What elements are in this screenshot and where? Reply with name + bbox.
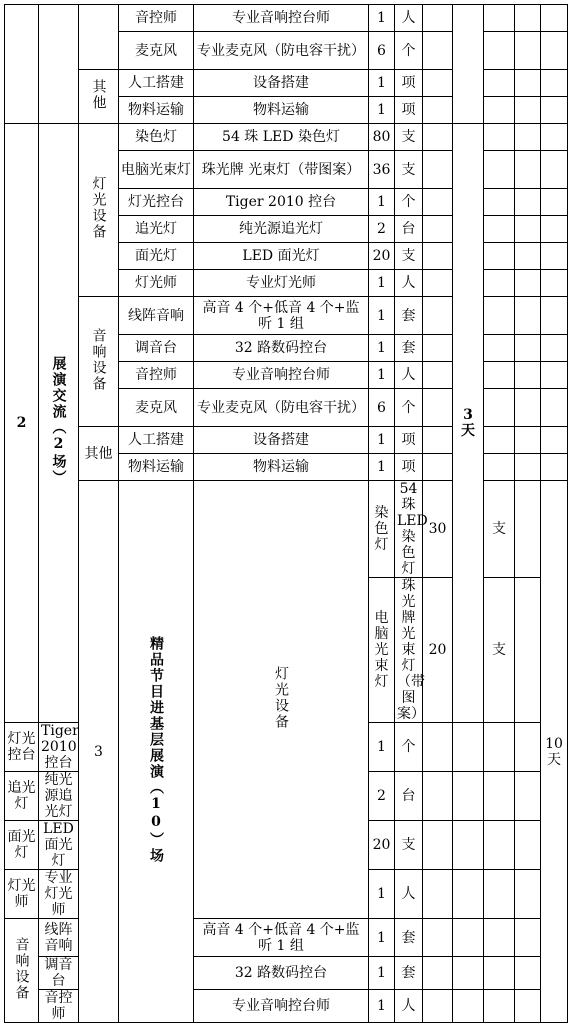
cell-spec: 纯光源追光灯 <box>39 772 79 821</box>
cell-blank <box>484 70 515 97</box>
group-label: 其他 <box>90 78 107 111</box>
cell-item: 电脑光束灯 <box>119 151 194 189</box>
cell-blank <box>541 297 568 335</box>
cell-unit: 人 <box>395 270 423 297</box>
cell-blank <box>423 362 453 389</box>
table-row <box>5 297 568 335</box>
section-name: 精品节目进基层展演（10）场 <box>148 635 164 864</box>
cell-blank <box>484 772 515 821</box>
cell-spec: 专业麦克风（防电容干扰） <box>194 32 369 70</box>
equipment-table <box>4 4 568 1023</box>
cell-blank <box>453 772 484 821</box>
cell-blank <box>484 335 515 362</box>
cell-qty: 1 <box>369 427 395 454</box>
cell-section <box>119 481 194 1023</box>
cell-blank <box>423 723 453 772</box>
cell-item: 音控师 <box>39 990 79 1023</box>
cell-unit: 个 <box>395 389 423 427</box>
cell-item: 灯光控台 <box>5 723 39 772</box>
cell-section <box>39 5 79 124</box>
cell-unit: 支 <box>484 481 515 578</box>
cell-blank <box>484 124 515 151</box>
cell-unit: 支 <box>484 578 515 723</box>
cell-item: 物料运输 <box>119 454 194 481</box>
cell-blank <box>515 454 541 481</box>
cell-blank <box>453 821 484 870</box>
cell-blank <box>541 427 568 454</box>
cell-qty: 1 <box>369 454 395 481</box>
cell-qty: 6 <box>369 389 395 427</box>
cell-spec: 珠光牌 光束灯（带图案） <box>194 151 369 189</box>
cell-blank <box>423 427 453 454</box>
cell-qty: 1 <box>369 919 395 957</box>
cell-qty: 1 <box>369 5 395 32</box>
cell-duration <box>453 5 484 124</box>
cell-qty: 30 <box>423 481 453 578</box>
cell-blank <box>541 335 568 362</box>
cell-group-sound <box>5 919 39 1023</box>
cell-qty: 1 <box>369 70 395 97</box>
cell-item: 音控师 <box>119 5 194 32</box>
cell-spec: 高音 4 个+低音 4 个+监听 1 组 <box>194 297 369 335</box>
cell-qty: 1 <box>369 189 395 216</box>
cell-blank <box>515 957 541 990</box>
cell-duration <box>541 481 568 1023</box>
table-row <box>5 481 568 578</box>
cell-qty: 80 <box>369 124 395 151</box>
cell-blank <box>423 97 453 124</box>
cell-blank <box>515 481 541 578</box>
cell-blank <box>484 297 515 335</box>
cell-blank <box>423 151 453 189</box>
cell-blank <box>515 723 541 772</box>
cell-item: 人工搭建 <box>119 427 194 454</box>
cell-blank <box>484 362 515 389</box>
cell-blank <box>515 270 541 297</box>
cell-blank <box>515 335 541 362</box>
cell-unit: 人 <box>395 870 423 919</box>
cell-item: 染色灯 <box>119 124 194 151</box>
cell-blank <box>515 578 541 723</box>
cell-qty: 1 <box>369 870 395 919</box>
cell-blank <box>484 957 515 990</box>
duration-label: 10 天 <box>545 735 563 768</box>
cell-blank <box>484 216 515 243</box>
cell-item: 调音台 <box>39 957 79 990</box>
cell-blank <box>423 772 453 821</box>
table-row <box>5 70 568 97</box>
cell-blank <box>423 124 453 151</box>
cell-qty: 1 <box>369 723 395 772</box>
cell-unit: 人 <box>395 990 423 1023</box>
cell-unit: 项 <box>395 97 423 124</box>
cell-item: 麦克风 <box>119 389 194 427</box>
cell-blank <box>541 151 568 189</box>
cell-item: 音控师 <box>119 362 194 389</box>
cell-blank <box>541 70 568 97</box>
cell-blank <box>515 189 541 216</box>
cell-item: 麦克风 <box>119 32 194 70</box>
cell-group-lighting <box>79 124 119 297</box>
cell-blank <box>541 32 568 70</box>
cell-qty: 2 <box>369 216 395 243</box>
cell-blank <box>484 243 515 270</box>
cell-blank <box>541 5 568 32</box>
cell-qty: 1 <box>369 297 395 335</box>
cell-blank <box>484 821 515 870</box>
cell-blank <box>484 151 515 189</box>
cell-blank <box>423 919 453 957</box>
cell-blank <box>541 124 568 151</box>
cell-item: 灯光师 <box>5 870 39 919</box>
cell-blank <box>484 32 515 70</box>
cell-blank <box>484 5 515 32</box>
cell-unit: 台 <box>395 772 423 821</box>
cell-blank <box>515 427 541 454</box>
cell-blank <box>515 5 541 32</box>
cell-section <box>39 124 79 723</box>
section-name: 展演交流（2场） <box>50 356 67 486</box>
cell-blank <box>423 5 453 32</box>
cell-spec: Tiger 2010 控台 <box>194 189 369 216</box>
cell-blank <box>515 772 541 821</box>
cell-unit: 支 <box>395 243 423 270</box>
cell-spec: 设备搭建 <box>194 70 369 97</box>
cell-qty: 36 <box>369 151 395 189</box>
cell-spec: 高音 4 个+低音 4 个+监听 1 组 <box>194 919 369 957</box>
cell-unit: 支 <box>395 821 423 870</box>
cell-blank <box>541 270 568 297</box>
cell-item: 面光灯 <box>5 821 39 870</box>
cell-item: 追光灯 <box>119 216 194 243</box>
cell-blank <box>423 821 453 870</box>
cell-unit: 个 <box>395 723 423 772</box>
cell-blank <box>453 990 484 1023</box>
cell-unit: 套 <box>395 335 423 362</box>
cell-spec: 专业音响控台师 <box>194 5 369 32</box>
cell-blank <box>515 821 541 870</box>
cell-unit: 支 <box>395 124 423 151</box>
cell-unit: 支 <box>395 151 423 189</box>
cell-blank <box>515 70 541 97</box>
cell-spec: 专业音响控台师 <box>194 990 369 1023</box>
cell-blank <box>484 990 515 1023</box>
cell-blank <box>484 427 515 454</box>
cell-item: 灯光控台 <box>119 189 194 216</box>
cell-blank <box>423 32 453 70</box>
cell-item: 面光灯 <box>119 243 194 270</box>
cell-blank <box>453 957 484 990</box>
cell-blank <box>515 97 541 124</box>
cell-blank <box>423 189 453 216</box>
cell-no <box>5 5 39 124</box>
cell-item: 调音台 <box>119 335 194 362</box>
cell-blank <box>515 389 541 427</box>
cell-item: 线阵音响 <box>39 919 79 957</box>
cell-blank <box>423 389 453 427</box>
group-label: 音响设备 <box>90 327 107 392</box>
cell-spec: 专业音响控台师 <box>194 362 369 389</box>
cell-unit: 个 <box>395 32 423 70</box>
cell-blank <box>484 870 515 919</box>
cell-blank <box>484 97 515 124</box>
cell-spec: 物料运输 <box>194 454 369 481</box>
cell-spec: LED 面光灯 <box>194 243 369 270</box>
cell-blank <box>541 243 568 270</box>
cell-group-sound <box>79 297 119 427</box>
cell-qty: 1 <box>369 270 395 297</box>
cell-blank <box>515 124 541 151</box>
cell-blank <box>541 389 568 427</box>
cell-blank <box>541 97 568 124</box>
cell-blank <box>515 919 541 957</box>
cell-spec: 珠光牌 光束灯（带图案） <box>395 578 423 723</box>
cell-group-other <box>79 427 119 481</box>
cell-unit: 套 <box>395 957 423 990</box>
cell-blank <box>515 151 541 189</box>
cell-qty: 1 <box>369 957 395 990</box>
group-label: 音响设备 <box>13 936 30 1001</box>
cell-blank <box>423 216 453 243</box>
cell-blank <box>423 454 453 481</box>
cell-no: 2 <box>5 124 39 723</box>
cell-duration: 3 天 <box>453 124 484 723</box>
cell-blank <box>453 870 484 919</box>
cell-blank <box>423 870 453 919</box>
cell-unit: 套 <box>395 919 423 957</box>
cell-qty: 1 <box>369 990 395 1023</box>
cell-spec: 54 珠 LED 染色灯 <box>395 481 423 578</box>
cell-blank <box>484 919 515 957</box>
cell-unit: 人 <box>395 362 423 389</box>
cell-blank <box>484 270 515 297</box>
cell-spec: 专业麦克风（防电容干扰） <box>194 389 369 427</box>
cell-blank <box>453 919 484 957</box>
cell-blank <box>515 216 541 243</box>
cell-blank <box>423 70 453 97</box>
cell-blank <box>541 454 568 481</box>
cell-blank <box>423 270 453 297</box>
cell-item: 电脑光束灯 <box>369 578 395 723</box>
cell-unit: 人 <box>395 5 423 32</box>
cell-spec: 物料运输 <box>194 97 369 124</box>
cell-unit: 套 <box>395 297 423 335</box>
cell-blank <box>515 32 541 70</box>
cell-qty: 20 <box>423 578 453 723</box>
group-label: 灯光设备 <box>90 176 107 240</box>
cell-blank <box>423 335 453 362</box>
cell-blank <box>484 454 515 481</box>
cell-qty: 20 <box>369 243 395 270</box>
cell-item: 物料运输 <box>119 97 194 124</box>
cell-spec: 专业灯光师 <box>39 870 79 919</box>
cell-spec: 54 珠 LED 染色灯 <box>194 124 369 151</box>
cell-unit: 台 <box>395 216 423 243</box>
cell-spec: 专业灯光师 <box>194 270 369 297</box>
table-row <box>5 5 568 32</box>
cell-blank <box>423 957 453 990</box>
cell-spec: 设备搭建 <box>194 427 369 454</box>
cell-qty: 2 <box>369 772 395 821</box>
cell-blank <box>541 362 568 389</box>
cell-qty: 1 <box>369 335 395 362</box>
cell-qty: 20 <box>369 821 395 870</box>
cell-unit: 项 <box>395 427 423 454</box>
cell-qty: 1 <box>369 362 395 389</box>
cell-blank <box>484 189 515 216</box>
cell-blank <box>453 723 484 772</box>
cell-blank <box>515 990 541 1023</box>
table-row <box>5 427 568 454</box>
cell-group-other <box>79 70 119 124</box>
cell-blank <box>423 297 453 335</box>
cell-blank <box>484 389 515 427</box>
cell-spec: 纯光源追光灯 <box>194 216 369 243</box>
cell-blank <box>541 216 568 243</box>
cell-unit: 个 <box>395 189 423 216</box>
cell-blank <box>423 990 453 1023</box>
group-label: 其他 <box>84 445 113 462</box>
cell-blank <box>515 243 541 270</box>
cell-unit: 项 <box>395 454 423 481</box>
cell-blank <box>515 870 541 919</box>
cell-blank <box>484 723 515 772</box>
cell-group <box>79 5 119 70</box>
cell-item: 追光灯 <box>5 772 39 821</box>
cell-item: 人工搭建 <box>119 70 194 97</box>
table-row <box>5 124 568 151</box>
cell-spec: 32 路数码控台 <box>194 957 369 990</box>
cell-blank <box>515 362 541 389</box>
cell-spec: Tiger 2010 控台 <box>39 723 79 772</box>
cell-blank <box>541 189 568 216</box>
group-label: 灯光设备 <box>273 665 289 730</box>
cell-spec: 32 路数码控台 <box>194 335 369 362</box>
cell-qty: 1 <box>369 97 395 124</box>
cell-spec: LED 面光灯 <box>39 821 79 870</box>
cell-item: 染色灯 <box>369 481 395 578</box>
cell-no: 3 <box>79 481 119 1023</box>
cell-item: 灯光师 <box>119 270 194 297</box>
cell-blank <box>515 297 541 335</box>
cell-group-lighting <box>194 481 369 919</box>
cell-item: 线阵音响 <box>119 297 194 335</box>
cell-unit: 项 <box>395 70 423 97</box>
cell-blank <box>423 243 453 270</box>
cell-qty: 6 <box>369 32 395 70</box>
